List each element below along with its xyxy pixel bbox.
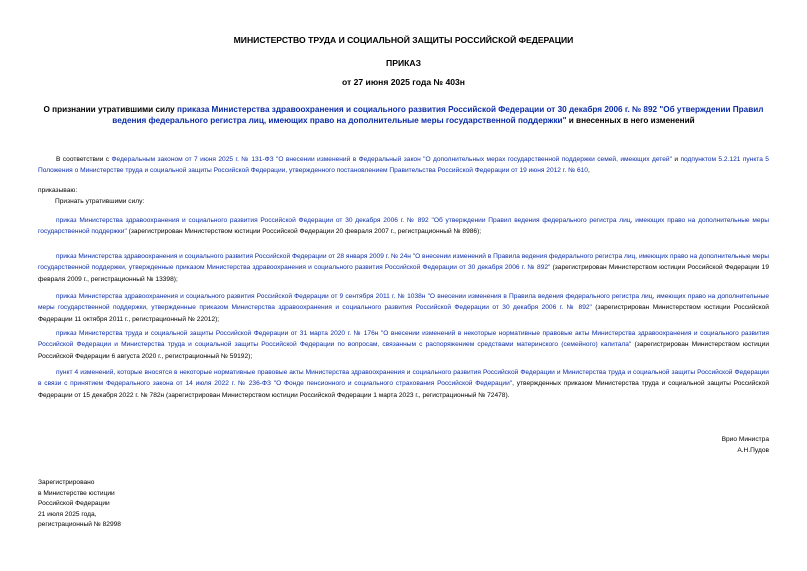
registration-block <box>38 478 121 531</box>
registration-line-1: Зарегистрировано <box>38 479 95 486</box>
signatory-position: Врио Министра <box>721 436 769 443</box>
recognize-statement: Признать утратившими силу: <box>55 198 145 205</box>
title-link[interactable]: приказа Министерства здравоохранения и социального развития Российской Федерации от 30 декабря 2006 г. № 892 "Об утверждении Правил ведения федерального регистра лиц, имеющих право на дополнительные меры государственной поддержки" <box>112 105 764 125</box>
document-type: ПРИКАЗ <box>386 58 421 68</box>
title-suffix: и внесенных в него изменений <box>566 116 695 125</box>
registration-line-2: в Министерстве юстиции <box>38 489 115 497</box>
basis-end: , <box>587 167 590 175</box>
registration-line-5: регистрационный № 82998 <box>38 521 121 529</box>
revoked-item-3-text: (зарегистрирован Министерством юстиции Российской Федерации 11 октября 2011 г., регистрационный № 22012); <box>38 304 769 323</box>
order-word: приказываю: <box>38 187 78 194</box>
revoked-item-4-text: (зарегистрирован Министерством юстиции Российской Федерации 6 августа 2020 г., регистрационный № 59192); <box>38 341 770 360</box>
revoked-item-1 <box>38 215 769 238</box>
revoked-item-1-text: (зарегистрирован Министерством юстиции Российской Федерации 20 февраля 2007 г., регистрационный № 8986); <box>126 228 482 236</box>
signatory-name: А.Н.Пудов <box>737 447 769 454</box>
regulation-subpoint-link[interactable]: подпунктом 5.2.121 пункта 5 Положения о Министерстве труда и социальной защиты Российской Федерации, утвержденного постановлением Правительства Российской Федерации от 19 июня 2012 г. № 610 <box>38 156 769 175</box>
signature-block <box>722 434 769 456</box>
title-prefix: О признании утратившими силу <box>43 105 177 114</box>
federal-law-link[interactable]: Федеральным законом от 7 июня 2025 г. № 131-ФЗ "О внесении изменений в Федеральный закон "О дополнительных мерах государственной поддержки семей, имеющих детей" <box>111 156 672 163</box>
revoked-item-4 <box>38 328 769 362</box>
revoked-item-2 <box>38 251 769 285</box>
document-title <box>38 104 769 126</box>
revoked-item-5-link[interactable]: пункт 4 изменений, которые вносятся в некоторые нормативные правовые акты Министерства здравоохранения и социального развития Российской Федерации и Министерства труда и социальной защиты Российской Федерации в связи с принятием Федерального закона от 14 июля 2022 г. № 236-ФЗ "О Фонде пенсионного и социального страхования Российской Федерации" <box>38 369 769 388</box>
basis-prefix: В соответствии с <box>56 156 112 163</box>
revoked-item-1-link[interactable]: приказ Министерства здравоохранения и социального развития Российской Федерации от 30 декабря 2006 г. № 892 "Об утверждении Правил ведения федерального регистра лиц, имеющих право на дополнительные меры государственной поддержки" <box>38 217 769 236</box>
revoked-item-5 <box>38 367 769 401</box>
basis-mid: и <box>671 156 681 163</box>
revoked-item-3-link[interactable]: приказ Министерства здравоохранения и социального развития Российской Федерации от 9 сентября 2011 г. № 1038н "О внесении изменения в Правила ведения федерального регистра лиц, имеющих право на дополнительные меры государственной поддержки, утвержденные приказом Министерства здравоохранения и социального развития Российской Федерации от 30 декабря 2006 г. № 892" <box>38 293 769 312</box>
document-date: от 27 июня 2025 года № 403н <box>341 77 466 87</box>
registration-line-4: 21 июля 2025 года, <box>38 510 97 518</box>
revoked-item-5-text: , утвержденных приказом Министерства труда и социальной защиты Российской Федерации от 15 декабря 2022 г. № 782н (зарегистрирован Министерством юстиции Российской Федерации 1 марта 2023 г., регистрационный № 72478). <box>38 380 769 399</box>
revoked-item-2-text: (зарегистрирован Министерством юстиции Российской Федерации 19 февраля 2009 г., регистрационный № 13398); <box>38 264 769 283</box>
revoked-item-2-link[interactable]: приказ Министерства здравоохранения и социального развития Российской Федерации от 28 января 2009 г. № 24н "О внесении изменений в Правила ведения федерального регистра лиц, имеющих право на дополнительные меры государственной поддержки, утвержденные приказом Министерства здравоохранения и социального развития Российской Федерации от 30 декабря 2006 г. № 892" <box>38 253 769 272</box>
ministry-heading: МИНИСТЕРСТВО ТРУДА И СОЦИАЛЬНОЙ ЗАЩИТЫ РОССИЙСКОЙ ФЕДЕРАЦИИ <box>233 35 574 45</box>
revoked-item-4-link[interactable]: приказ Министерства труда и социальной защиты Российской Федерации от 31 марта 2020 г. № 176н "О внесении изменений в некоторые нормативные правовые акты Министерства здравоохранения и социального развития Российской Федерации и Министерства труда и социальной защиты Российской Федерации по вопросам, связанным с распоряжением средствами материнского (семейного) капитала" <box>38 330 769 349</box>
basis-paragraph <box>38 154 769 177</box>
registration-line-3: Российской Федерации <box>38 500 110 508</box>
revoked-item-3 <box>38 291 769 325</box>
